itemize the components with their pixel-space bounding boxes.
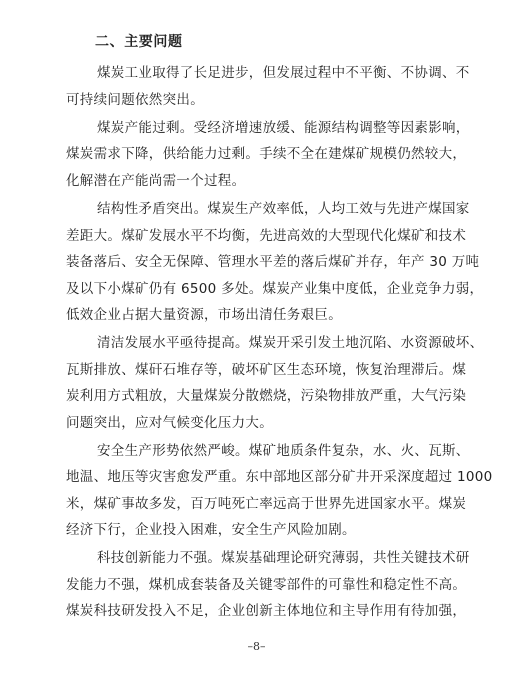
paragraph-3-line-2: 差距大。煤矿发展水平不均衡，先进高效的大型现代化煤矿和技术 [66, 228, 467, 244]
paragraph-2-line-3: 化解潜在产能尚需一个过程。 [66, 173, 246, 189]
paragraph-5-line-3: 米，煤矿事故多发，百万吨死亡率远高于世界先进国家水平。煤炭 [66, 496, 467, 512]
paragraph-4-line-1: 清洁发展水平亟待提高。煤炭开采引发土地沉陷、水资源破坏、 [97, 335, 484, 351]
paragraph-2-line-1: 煤炭产能过剩。受经济增速放缓、能源结构调整等因素影响， [97, 120, 470, 136]
page-number: –8– [247, 640, 266, 653]
paragraph-6-line-1: 科技创新能力不强。煤炭基础理论研究薄弱，共性关键技术研 [97, 550, 470, 566]
paragraph-5-line-4: 经济下行，企业投入困难，安全生产风险加剧。 [66, 522, 356, 538]
paragraph-1-line-2: 可持续问题依然突出。 [66, 92, 204, 108]
paragraph-3-line-4: 及以下小煤矿仍有 6500 多处。煤炭产业集中度低，企业竞争力弱， [66, 281, 484, 297]
paragraph-4-line-2: 瓦斯排放、煤矸石堆存等，破坏矿区生态环境，恢复治理滞后。煤 [66, 362, 467, 378]
paragraph-6-line-2: 发能力不强，煤机成套装备及关键零部件的可靠性和稳定性不高。 [66, 577, 467, 593]
paragraph-5-line-2: 地温、地压等灾害愈发严重。东中部地区部分矿井开采深度超过 1000 [66, 469, 493, 485]
paragraph-5-line-1: 安全生产形势依然严峻。煤矿地质条件复杂，水、火、瓦斯、 [97, 443, 470, 459]
paragraph-3-line-3: 装备落后、安全无保障、管理水平差的落后煤矿并存，年产 30 万吨 [66, 254, 480, 270]
paragraph-3-line-5: 低效企业占据大量资源，市场出清任务艰巨。 [66, 307, 342, 323]
paragraph-2-line-2: 煤炭需求下降，供给能力过剩。手续不全在建煤矿规模仍然较大， [66, 146, 467, 162]
paragraph-6-line-3: 煤炭科技研发投入不足，企业创新主体地位和主导作用有待加强， [66, 603, 467, 619]
paragraph-1-line-1: 煤炭工业取得了长足进步，但发展过程中不平衡、不协调、不 [97, 65, 470, 81]
paragraph-3-line-1: 结构性矛盾突出。煤炭生产效率低，人均工效与先进产煤国家 [97, 201, 470, 217]
paragraph-4-line-3: 炭利用方式粗放，大量煤炭分散燃烧，污染物排放严重，大气污染 [66, 388, 467, 404]
section-heading: 二、主要问题 [95, 34, 183, 50]
paragraph-4-line-4: 问题突出，应对气候变化压力大。 [66, 415, 273, 431]
